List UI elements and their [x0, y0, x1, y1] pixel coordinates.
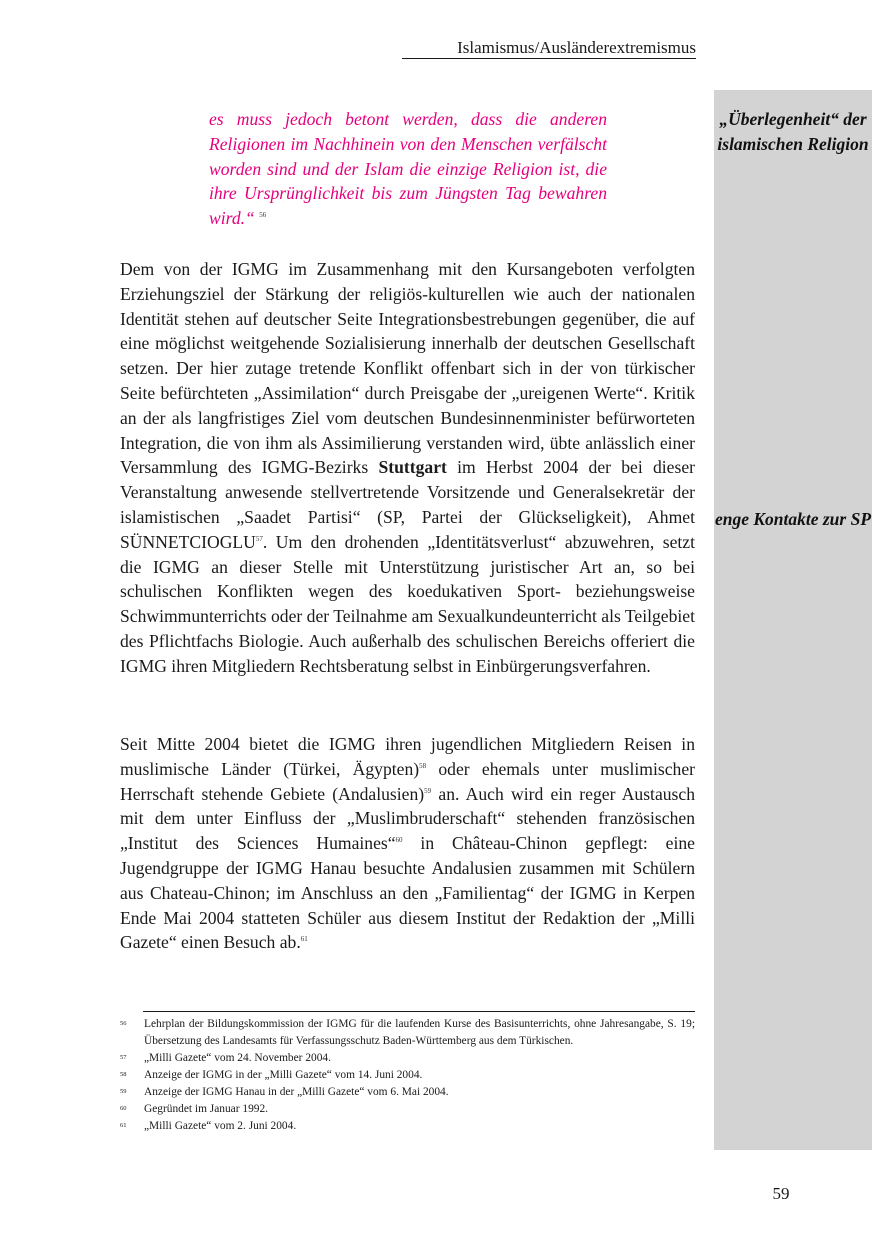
- paragraph-2-text-c: an. Auch wird ein reger Austausch mit dem unter Einfluss der „Muslimbruderschaft“ stehenden französischen „Institut des Sciences Humaines“: [120, 783, 696, 854]
- footnote-ref-56: 56: [259, 211, 267, 220]
- block-quote: [209, 107, 607, 231]
- footnote-ref-59: 59: [424, 786, 432, 795]
- footnote-ref-60: 60: [395, 836, 403, 845]
- footnote-number: 57: [120, 1054, 127, 1061]
- footnote-61: [120, 1118, 695, 1135]
- page-number: 59: [772, 1184, 790, 1203]
- body-paragraph-1: [120, 257, 695, 679]
- paragraph-1-text-b: im Herbst 2004 der bei dieser Veranstaltung anwesende stellvertretende Vorsitzende und Generalsekretär der islamistischen „Saadet Partisi“ (SP, Partei der Glückseligkeit), Ahmet SÜNNETCIOGLU: [120, 457, 695, 552]
- margin-note-sp-contacts: enge Kontakte zur SP: [714, 509, 872, 529]
- footnote-56: [120, 1016, 695, 1050]
- footnote-text: „Milli Gazete“ vom 2. Juni 2004.: [144, 1120, 297, 1132]
- footnote-ref-57: 57: [255, 534, 263, 543]
- paragraph-2-text-a: Seit Mitte 2004 bietet die IGMG ihren jugendlichen Mitgliedern Reisen in muslimische Länder (Türkei, Ägypten): [120, 734, 695, 779]
- footnote-58: [120, 1067, 695, 1084]
- footnote-number: 59: [120, 1088, 127, 1095]
- footnote-ref-61: 61: [300, 935, 308, 944]
- paragraph-2-text-b: oder ehemals unter muslimischer Herrschaft stehende Gebiete (Andalusien): [120, 758, 695, 804]
- footnote-text: „Milli Gazete“ vom 24. November 2004.: [144, 1052, 331, 1064]
- footnote-text: Anzeige der IGMG Hanau in der „Milli Gazete“ vom 6. Mai 2004.: [144, 1086, 449, 1098]
- margin-bar: [714, 90, 872, 1150]
- running-header: Islamismus/Ausländerextremismus: [457, 38, 696, 57]
- body-paragraph-2: [120, 732, 695, 955]
- footnote-text: Lehrplan der Bildungskommission der IGMG für die laufenden Kurse des Basisunterrichts, ohne Jahresangabe, S. 19; Übersetzung des Landesamts für Verfassungsschutz Baden-Württemberg aus dem Türkischen.: [144, 1018, 695, 1047]
- paragraph-1-bold-place: Stuttgart: [378, 457, 447, 478]
- footnote-text: Gegründet im Januar 1992.: [144, 1103, 269, 1115]
- margin-note-superiority: „Überlegenheit“ der islamischen Religion: [717, 109, 869, 154]
- paragraph-1-text-c: . Um den drohenden „Identitätsverlust“ abzuwehren, setzt die IGMG an dieser Stelle mit Unterstützung juristischer Art an, so bei schulischen Konflikten wegen des koedukativen Sport- beziehungsweise Schwimmunterrichts oder der Teilnahme am Sexualkundeunterricht als Teilgebiet des Pflichtfachs Biologie. Auch außerhalb des schulischen Bereichs offeriert die IGMG ihren Mitgliedern Rechtsberatung selbst in Einbürgerungsverfahren.: [120, 531, 695, 676]
- footnote-59: [120, 1084, 695, 1101]
- footnote-60: [120, 1101, 695, 1118]
- footnote-text: Anzeige der IGMG in der „Milli Gazete“ vom 14. Juni 2004.: [144, 1069, 423, 1081]
- footnote-number: 58: [120, 1071, 127, 1078]
- paragraph-2-text-d: in Château-Chinon gepflegt: eine Jugendgruppe der IGMG Hanau besuchte Andalusien zusammen mit Schülern aus Chateau-Chinon; im Anschluss an den „Familientag“ der IGMG in Kerpen Ende Mai 2004 statteten Schüler aus diesem Institut der Redaktion der „Milli Gazete“ einen Besuch ab.: [120, 833, 695, 953]
- footnote-number: 61: [120, 1122, 127, 1129]
- header-rule: [402, 58, 696, 59]
- quote-text: es muss jedoch betont werden, dass die anderen Religionen im Nachhinein von den Menschen verfälscht worden sind und der Islam die einzige Religion ist, die ihre Ursprünglichkeit bis zum Jüngsten Tag bewahren wird.“: [209, 109, 607, 229]
- footnote-rule: [143, 1011, 695, 1012]
- footnote-number: 56: [120, 1020, 127, 1027]
- footnote-number: 60: [120, 1105, 127, 1112]
- footnote-ref-58: 58: [419, 761, 427, 770]
- footnote-57: [120, 1050, 695, 1067]
- paragraph-1-text-a: Dem von der IGMG im Zusammenhang mit den Kursangeboten verfolgten Erziehungsziel der Stärkung der religiös-kulturellen wie auch der nationalen Identität stehen auf deutscher Seite Integrationsbestrebungen gegenüber, die auf eine möglichst weitgehende Sozialisierung innerhalb der deutschen Gesellschaft setzen. Der hier zutage tretende Konflikt offenbart sich in der von türkischer Seite befürchteten „Assimilation“ durch Preisgabe der „ureigenen Werte“. Kritik an der als langfristiges Ziel vom deutschen Bundesinnenminister befürworteten Integration, die von ihm als Assimilierung verstanden wird, übte anlässlich einer Versammlung des IGMG-Bezirks: [120, 259, 695, 478]
- footnotes: [120, 1016, 695, 1135]
